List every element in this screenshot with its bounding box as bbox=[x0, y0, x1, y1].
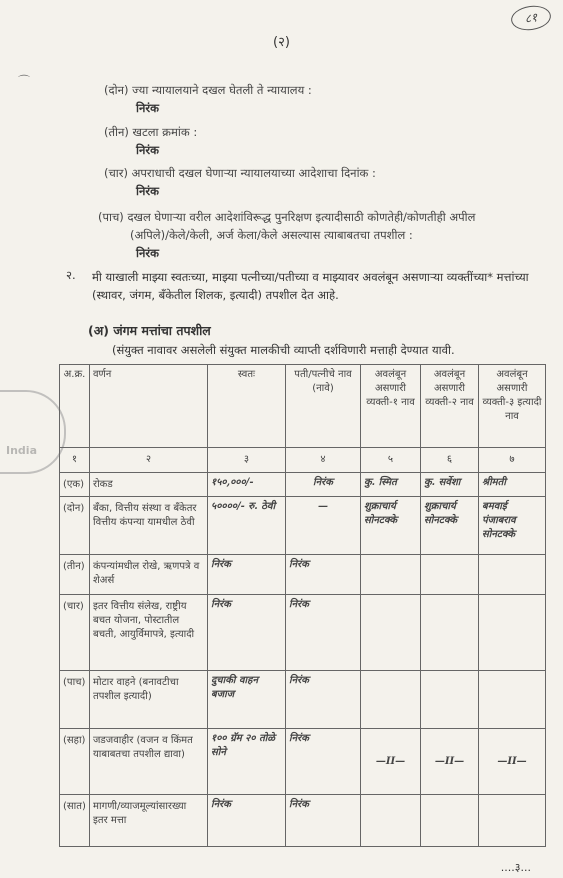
dependent-2-value bbox=[421, 595, 479, 671]
seal-stamp bbox=[0, 390, 66, 474]
dependent-1-value: —II— bbox=[361, 729, 421, 795]
dependent-1-value: कु. स्मित bbox=[361, 473, 421, 497]
row-number: (दोन) bbox=[60, 497, 90, 555]
column-number: ३ bbox=[208, 448, 286, 473]
dependent-2-value: कु. सर्वेशा bbox=[421, 473, 479, 497]
header-cell: स्वतः bbox=[208, 365, 286, 448]
column-number: ६ bbox=[421, 448, 479, 473]
column-number: ५ bbox=[361, 448, 421, 473]
spouse-value: निरंक bbox=[286, 555, 361, 595]
column-number: २ bbox=[90, 448, 208, 473]
row-number: (एक) bbox=[60, 473, 90, 497]
header-cell: अवलंबून असणारी व्यक्ती-३ इत्यादी नाव bbox=[479, 365, 546, 448]
row-description: इतर वित्तीय संलेख, राष्ट्रीय बचत योजना, पोस्टातील बचती, आयुर्विमापत्रे, इत्यादी bbox=[90, 595, 208, 671]
table-row bbox=[60, 795, 546, 847]
header-cell: अवलंबून असणारी व्यक्ती-१ नाव bbox=[361, 365, 421, 448]
self-value: ५००००/- रु. ठेवी bbox=[208, 497, 286, 555]
spouse-value: निरंक bbox=[286, 473, 361, 497]
dependent-3-value bbox=[479, 595, 546, 671]
dependent-2-value bbox=[421, 671, 479, 729]
dependent-1-value bbox=[361, 595, 421, 671]
self-value: १०० ग्रॅम २० तोळे सोने bbox=[208, 729, 286, 795]
item-five-question-cont: (अपिले)/केले/केली, अर्ज केला/केले असल्यास त्याबाबतचा तपशील : bbox=[130, 228, 413, 242]
table-row bbox=[60, 497, 546, 555]
header-cell: अ.क्र. bbox=[60, 365, 90, 448]
dependent-1-value bbox=[361, 555, 421, 595]
header-cell: अवलंबून असणारी व्यक्ती-२ नाव bbox=[421, 365, 479, 448]
table-row bbox=[60, 671, 546, 729]
stamp-text: India bbox=[6, 444, 37, 457]
paragraph-number: २. bbox=[66, 268, 76, 282]
row-description: कंपन्यांमधील रोखे, ऋणपत्रे व शेअर्स bbox=[90, 555, 208, 595]
item-two-question: (दोन) ज्या न्यायालयाने दखल घेतली ते न्यायालय : bbox=[104, 83, 312, 97]
dependent-1-value bbox=[361, 671, 421, 729]
spouse-value: निरंक bbox=[286, 671, 361, 729]
dependent-2-value: शुक्राचार्य सोनटक्के bbox=[421, 497, 479, 555]
dependent-2-value bbox=[421, 555, 479, 595]
column-number: १ bbox=[60, 448, 90, 473]
item-three-question: (तीन) खटला क्रमांक : bbox=[104, 125, 198, 139]
dependent-3-value: —II— bbox=[479, 729, 546, 795]
row-description: मागणी/व्याजमूल्यांसारख्या इतर मत्ता bbox=[90, 795, 208, 847]
self-value: निरंक bbox=[208, 555, 286, 595]
item-four-question: (चार) अपराधाची दखल घेणाऱ्या न्यायालयाच्या आदेशाचा दिनांक : bbox=[104, 166, 376, 180]
dependent-3-value: बमवाई पंजाबराव सोनटक्के bbox=[479, 497, 546, 555]
section-title: (अ) जंगम मत्तांचा तपशील bbox=[88, 323, 211, 338]
item-three-answer: निरंक bbox=[136, 143, 159, 157]
row-description: जडजवाहीर (वजन व किंमत याबाबतचा तपशील द्यावा) bbox=[90, 729, 208, 795]
self-value: १५०,०००/- bbox=[208, 473, 286, 497]
dependent-3-value bbox=[479, 671, 546, 729]
dependent-3-value bbox=[479, 795, 546, 847]
self-value: निरंक bbox=[208, 595, 286, 671]
row-description: रोकड bbox=[90, 473, 208, 497]
header-cell: पती/पत्नीचे नाव (नावे) bbox=[286, 365, 361, 448]
self-value: निरंक bbox=[208, 795, 286, 847]
dependent-1-value: शुक्राचार्य सोनटक्के bbox=[361, 497, 421, 555]
row-number: (सहा) bbox=[60, 729, 90, 795]
item-four-answer: निरंक bbox=[136, 184, 159, 198]
row-number: (चार) bbox=[60, 595, 90, 671]
page-number: (२) bbox=[273, 35, 290, 50]
row-number: (सात) bbox=[60, 795, 90, 847]
spouse-value: — bbox=[286, 497, 361, 555]
circled-page-number: ८१ bbox=[510, 3, 553, 32]
item-two-answer: निरंक bbox=[136, 101, 159, 115]
column-number: ४ bbox=[286, 448, 361, 473]
movable-assets-table bbox=[59, 364, 546, 847]
dependent-2-value bbox=[421, 795, 479, 847]
spouse-value: निरंक bbox=[286, 795, 361, 847]
column-number: ७ bbox=[479, 448, 546, 473]
row-description: मोटार वाहने (बनावटीचा तपशील इत्यादी) bbox=[90, 671, 208, 729]
table-row bbox=[60, 555, 546, 595]
item-five-answer: निरंक bbox=[136, 246, 159, 260]
continuation-marker: ....३... bbox=[500, 861, 531, 874]
section-note: (संयुक्त नावावर असलेली संयुक्त मालकीची व्याप्ती दर्शविणारी मत्ताही देण्यात यावी. bbox=[112, 343, 455, 357]
table-header-row bbox=[60, 365, 546, 448]
dependent-3-value: श्रीमती bbox=[479, 473, 546, 497]
row-number: (तीन) bbox=[60, 555, 90, 595]
dependent-1-value bbox=[361, 795, 421, 847]
table-row bbox=[60, 473, 546, 497]
dependent-3-value bbox=[479, 555, 546, 595]
spouse-value: निरंक bbox=[286, 729, 361, 795]
declaration-paragraph: मी याखाली माझ्या स्वतःच्या, माझ्या पत्नीच्या/पतीच्या व माझ्यावर अवलंबून असणाऱ्या व्यक्तींच्या* मत्तांच्या (स्थावर, जंगम, बँकेतील शिलक, इत्यादी) तपशील देत आहे. bbox=[92, 270, 529, 302]
dependent-2-value: —II— bbox=[421, 729, 479, 795]
table-row bbox=[60, 595, 546, 671]
margin-mark: ⌒ bbox=[18, 74, 31, 88]
item-five-question: (पाच) दखल घेणाऱ्या वरील आदेशांविरूद्ध पुनरिक्षण इत्यादीसाठी कोणतेही/कोणतीही अपील bbox=[98, 210, 476, 224]
header-cell: वर्णन bbox=[90, 365, 208, 448]
table-row bbox=[60, 729, 546, 795]
spouse-value: निरंक bbox=[286, 595, 361, 671]
self-value: दुचाकी वाहन बजाज bbox=[208, 671, 286, 729]
row-number: (पाच) bbox=[60, 671, 90, 729]
table-number-row bbox=[60, 448, 546, 473]
row-description: बँका, वित्तीय संस्था व बँकेतर वित्तीय कंपन्या यामधील ठेवी bbox=[90, 497, 208, 555]
